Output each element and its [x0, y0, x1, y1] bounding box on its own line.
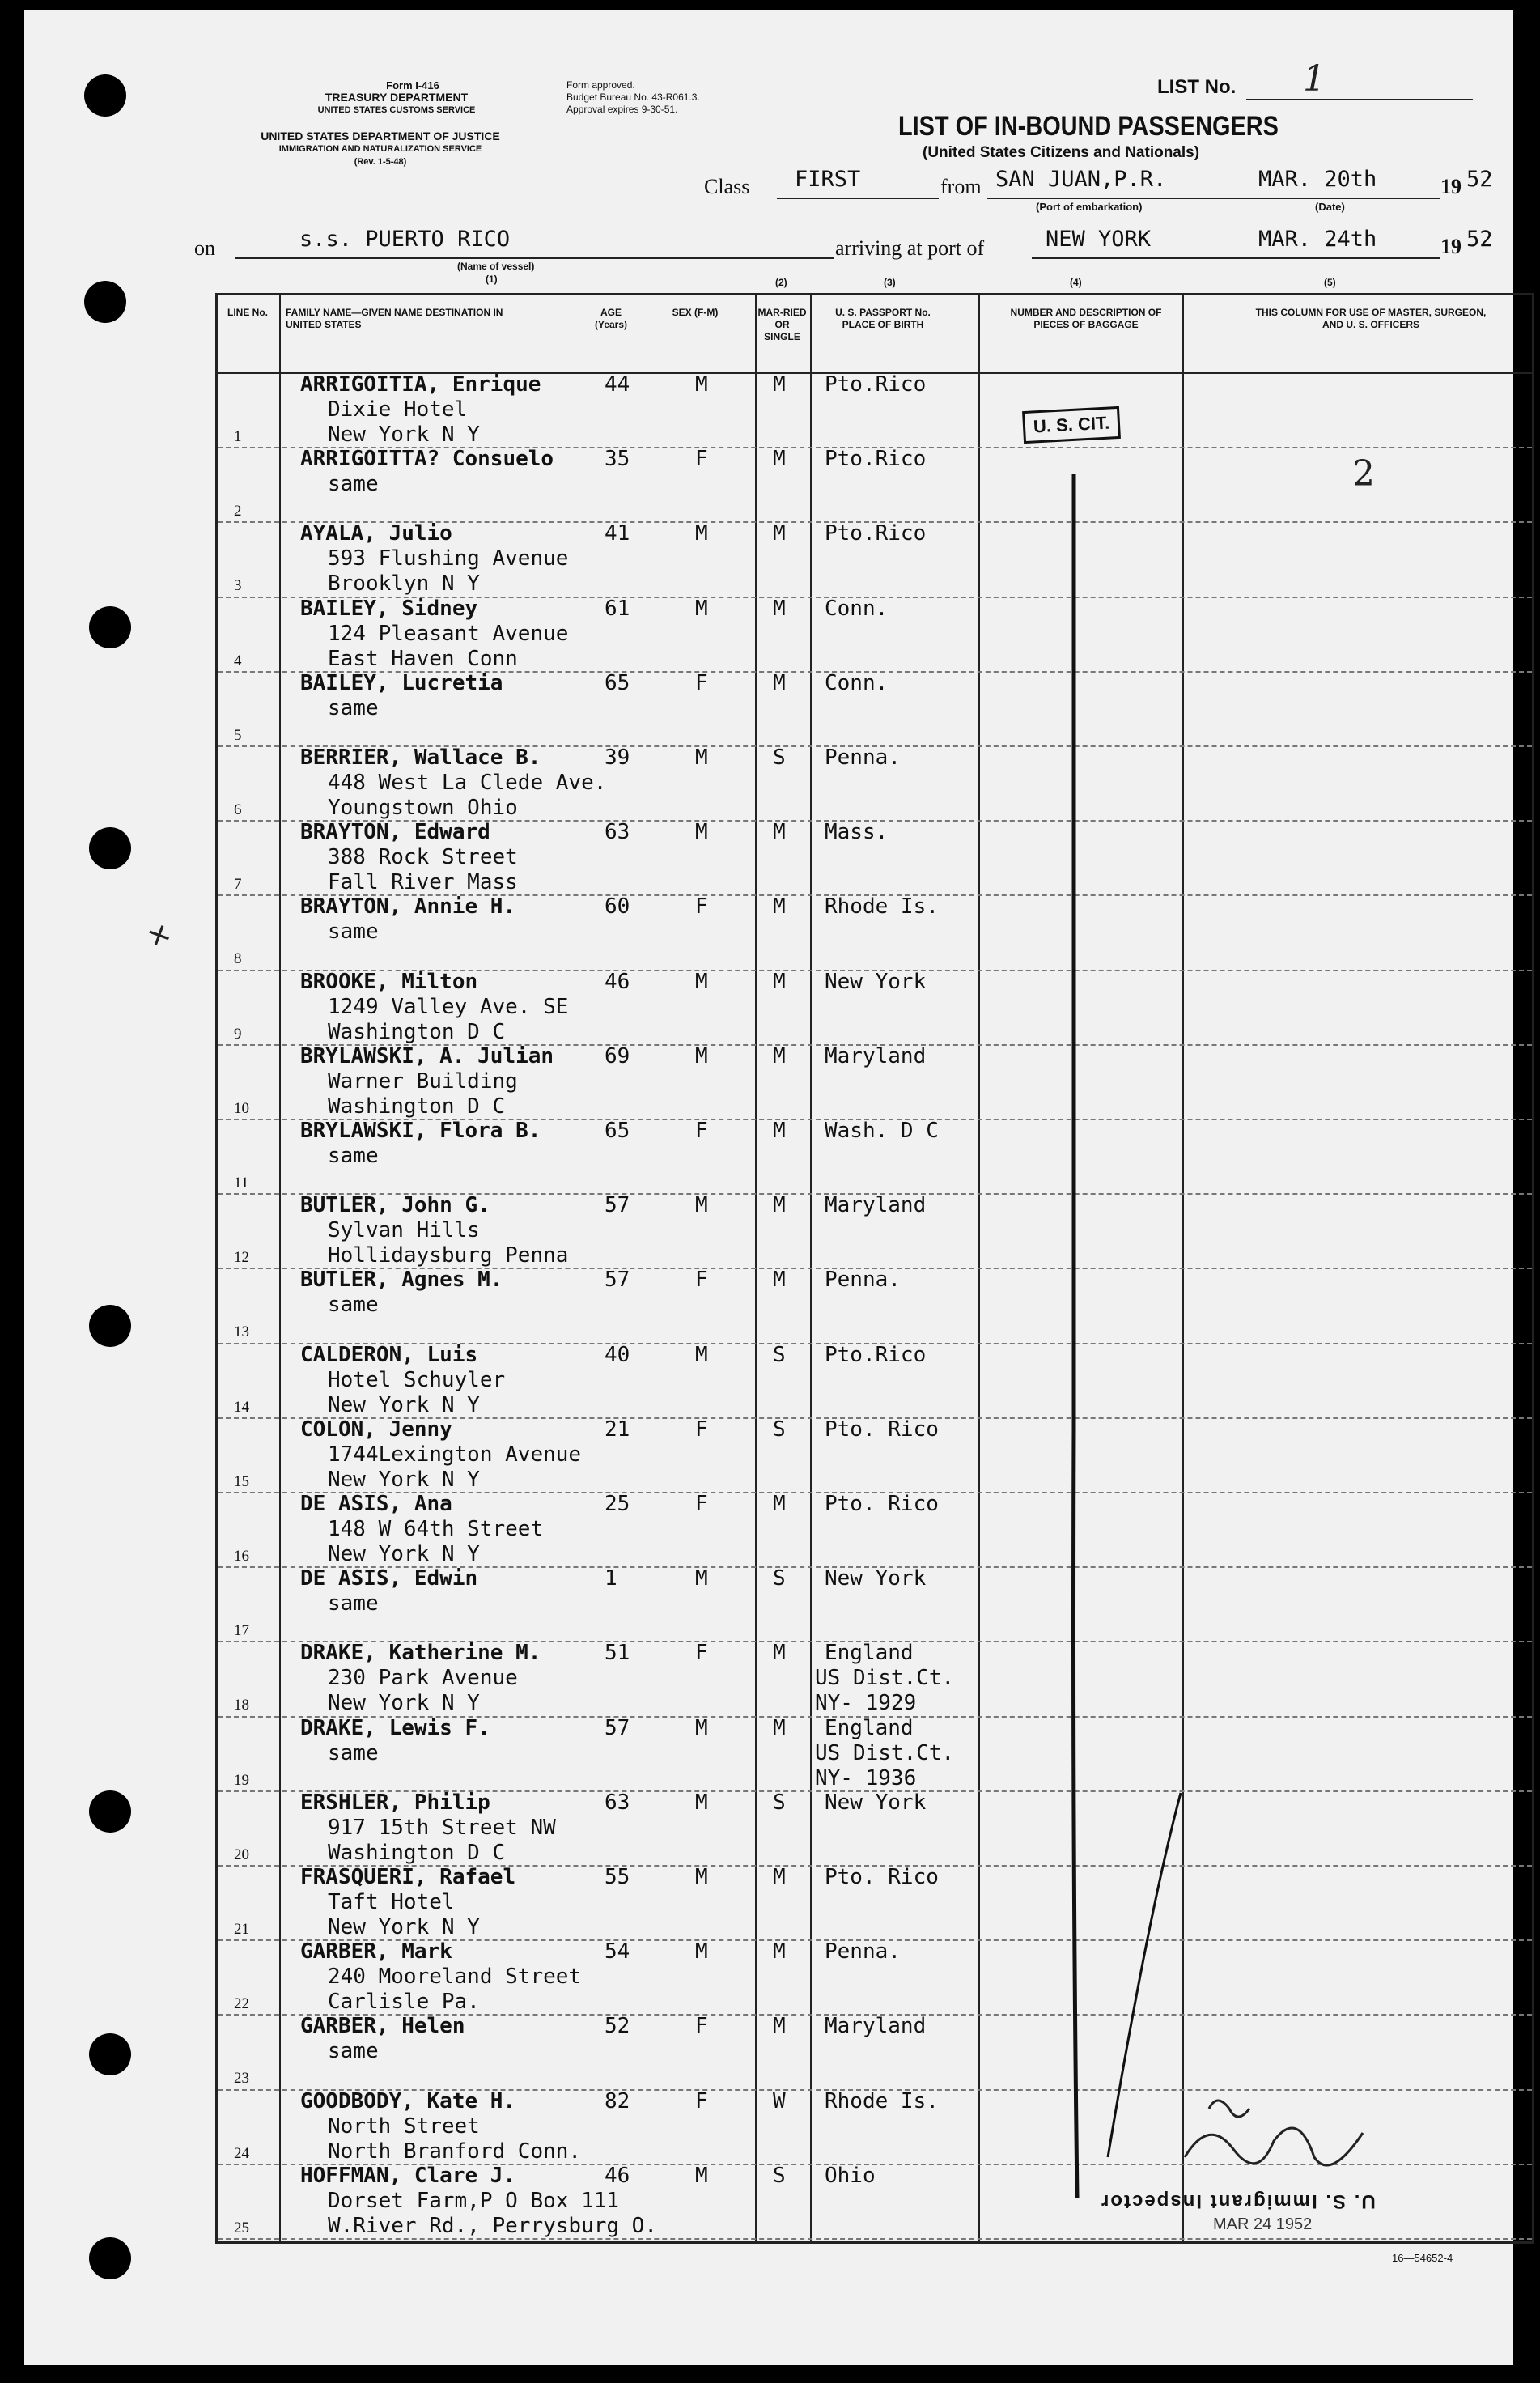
sex: M: [695, 1043, 708, 1068]
birthplace: Rhode Is.: [825, 894, 939, 920]
sex: M: [695, 521, 708, 546]
marital-status: M: [773, 596, 786, 621]
destination-line-1: Warner Building: [328, 1068, 518, 1094]
form-number: Form I-416: [386, 79, 439, 91]
line-number: 4: [234, 652, 242, 669]
destination-line-1: 148 W 64th Street: [328, 1517, 544, 1541]
birthplace: Maryland: [825, 1193, 927, 1218]
destination-line-1: 448 West La Clede Ave.: [328, 771, 607, 795]
birthplace: England: [825, 1715, 914, 1740]
destination-line-2: W.River Rd., Perrysburg O.: [328, 2213, 657, 2238]
header-age: AGE (Years): [594, 307, 628, 330]
passenger-name: ARRIGOITTA? Consuelo: [300, 447, 554, 472]
passenger-name: BRAYTON, Edward: [300, 820, 490, 845]
destination-line-1: 917 15th Street NW: [328, 1815, 556, 1840]
line-number: 13: [234, 1323, 249, 1341]
sex: M: [695, 1790, 708, 1815]
revision: (Rev. 1-5-48): [354, 157, 407, 167]
age: 35: [605, 447, 630, 472]
form-code: 16—54652-4: [1392, 2252, 1453, 2264]
passenger-name: FRASQUERI, Rafael: [300, 1865, 516, 1889]
passenger-name: BUTLER, John G.: [300, 1193, 490, 1218]
destination-line-2: Washington D C: [328, 1094, 506, 1119]
age: 57: [605, 1193, 630, 1218]
age: 51: [605, 1641, 630, 1666]
margin-cross: +: [140, 912, 179, 958]
table-row: [218, 1568, 1532, 1643]
passenger-name: BERRIER, Wallace B.: [300, 745, 541, 770]
sex: F: [695, 2088, 708, 2113]
table-row: [218, 670, 1532, 748]
vessel-label: (Name of vessel): [457, 261, 535, 272]
row-rule: [218, 2238, 1532, 2240]
table-row: [218, 1941, 1532, 2016]
line-number: 24: [234, 2144, 249, 2162]
birthplace: Pto.Rico: [825, 1342, 927, 1367]
inspector-signature: [1177, 2084, 1387, 2198]
birthplace: Pto. Rico: [825, 1417, 939, 1442]
line-number: 7: [234, 876, 242, 894]
birthplace: Maryland: [825, 2014, 927, 2039]
destination-line-1: same: [328, 1293, 379, 1318]
destination-line-1: North Street: [328, 2113, 480, 2139]
sex: M: [695, 1715, 708, 1740]
passenger-name: BAILEY, Lucretia: [300, 670, 503, 695]
customs-service: UNITED STATES CUSTOMS SERVICE: [317, 105, 476, 115]
passenger-name: DRAKE, Lewis F.: [300, 1715, 490, 1740]
marital-status: M: [773, 372, 786, 397]
marital-status: M: [773, 521, 786, 546]
age: 40: [605, 1342, 630, 1367]
marital-status: S: [773, 1417, 786, 1442]
birthplace: Conn.: [825, 596, 889, 621]
department: TREASURY DEPARTMENT: [325, 91, 469, 104]
destination-line-2: Hollidaysburg Penna: [328, 1243, 569, 1268]
table-row: [218, 2016, 1532, 2091]
marital-status: M: [773, 1492, 786, 1516]
line-number: 23: [234, 2070, 249, 2088]
col-number-5: (5): [1324, 277, 1336, 288]
header-baggage: NUMBER AND DESCRIPTION OF PIECES OF BAGGAGE: [1010, 307, 1162, 330]
birthplace: Maryland: [825, 1043, 927, 1068]
passenger-name: GARBER, Mark: [300, 1939, 452, 1965]
destination-line-2: New York N Y: [328, 423, 480, 447]
table-row: [218, 374, 1532, 449]
destination-line-1: 124 Pleasant Avenue: [328, 621, 569, 646]
table-row: [218, 1195, 1532, 1270]
age: 57: [605, 1715, 630, 1740]
class-underline: [777, 198, 939, 199]
marital-status: S: [773, 1790, 786, 1815]
us-citizen-stamp: U. S. CIT.: [1022, 406, 1121, 444]
destination-line-2: Washington D C: [328, 1019, 506, 1044]
sex: M: [695, 1566, 708, 1591]
header-married: MAR-RIED OR SINGLE: [757, 307, 807, 342]
naturalization-year: NY- 1929: [815, 1691, 917, 1716]
birthplace: Pto. Rico: [825, 1492, 939, 1516]
table-row: [218, 1867, 1532, 1942]
destination-line-2: Brooklyn N Y: [328, 571, 480, 597]
sex: F: [695, 1268, 708, 1293]
arriving-label: arriving at port of: [835, 236, 985, 260]
date2-year-prefix: 19: [1440, 235, 1462, 258]
date1-year-prefix: 19: [1440, 175, 1462, 198]
line-number: 19: [234, 1771, 249, 1789]
col-number-3: (3): [884, 277, 896, 288]
passenger-name: CALDERON, Luis: [300, 1342, 478, 1367]
marital-status: M: [773, 1865, 786, 1889]
destination-line-2: New York N Y: [328, 1691, 480, 1716]
line-number: 12: [234, 1249, 249, 1267]
destination-line-1: 593 Flushing Avenue: [328, 546, 569, 571]
line-number: 16: [234, 1548, 249, 1565]
passenger-rows: [218, 374, 1532, 2241]
punch-hole: [84, 281, 126, 323]
passenger-name: ARRIGOITIA, Enrique: [300, 372, 541, 397]
inspector-stamp: U. S. Immigrant Inspector: [1100, 2190, 1376, 2212]
destination-line-1: Sylvan Hills: [328, 1218, 480, 1243]
arrival-port: NEW YORK: [1046, 227, 1152, 252]
age: 63: [605, 1790, 630, 1815]
age: 21: [605, 1417, 630, 1442]
table-row: [218, 448, 1532, 524]
age: 65: [605, 670, 630, 695]
line-number: 15: [234, 1472, 249, 1490]
line-number: 17: [234, 1622, 249, 1640]
sex: M: [695, 969, 708, 994]
vessel-name: s.s. PUERTO RICO: [299, 227, 511, 252]
header-passport: U. S. PASSPORT No. PLACE OF BIRTH: [835, 307, 931, 330]
passenger-name: GARBER, Helen: [300, 2014, 465, 2039]
age: 63: [605, 820, 630, 845]
passenger-table: [215, 293, 1534, 2244]
destination-line-1: 240 Mooreland Street: [328, 1965, 582, 1990]
punch-hole: [89, 2033, 131, 2075]
count-annotation: 2: [1352, 453, 1375, 495]
line-number: 20: [234, 1846, 249, 1863]
passenger-name: GOODBODY, Kate H.: [300, 2088, 516, 2113]
line-number: 18: [234, 1697, 249, 1714]
vessel-underline: [235, 257, 834, 259]
destination-line-2: North Branford Conn.: [328, 2139, 582, 2164]
approval-line-1: Form approved.: [566, 79, 635, 91]
col-number-2: (2): [775, 277, 787, 288]
table-row: [218, 1269, 1532, 1344]
marital-status: M: [773, 2014, 786, 2039]
passenger-name: ERSHLER, Philip: [300, 1790, 490, 1815]
date2-year: 52: [1466, 227, 1493, 252]
passenger-name: BRYLAWSKI, Flora B.: [300, 1119, 541, 1143]
destination-line-2: Washington D C: [328, 1840, 506, 1865]
passenger-name: AYALA, Julio: [300, 521, 452, 546]
passenger-name: BROOKE, Milton: [300, 969, 478, 994]
punch-hole: [84, 74, 126, 117]
birthplace: Mass.: [825, 820, 889, 845]
age: 39: [605, 745, 630, 770]
date-label: (Date): [1315, 201, 1345, 213]
marital-status: M: [773, 1715, 786, 1740]
punch-hole: [89, 1790, 131, 1833]
table-row: [218, 971, 1532, 1047]
destination-line-1: same: [328, 1740, 379, 1765]
age: 82: [605, 2088, 630, 2113]
marital-status: M: [773, 1268, 786, 1293]
destination-line-1: 388 Rock Street: [328, 845, 518, 870]
birthplace: New York: [825, 1790, 927, 1815]
destination-line-2: New York N Y: [328, 1467, 480, 1492]
age: 44: [605, 372, 630, 397]
table-row: [218, 822, 1532, 897]
immigration-service: IMMIGRATION AND NATURALIZATION SERVICE: [278, 144, 482, 154]
table-row: [218, 1715, 1532, 1793]
passenger-name: BRAYTON, Annie H.: [300, 894, 516, 920]
birthplace: England: [825, 1641, 914, 1666]
age: 61: [605, 596, 630, 621]
approval-line-2: Budget Bureau No. 43-R061.3.: [566, 91, 700, 103]
birthplace: Pto. Rico: [825, 1865, 939, 1889]
passenger-name: HOFFMAN, Clare J.: [300, 2163, 516, 2188]
destination-line-2: East Haven Conn: [328, 646, 518, 671]
line-number: 3: [234, 577, 242, 595]
header-name: FAMILY NAME—GIVEN NAME DESTINATION IN UNITED STATES: [286, 307, 503, 330]
line-number: 21: [234, 1921, 249, 1938]
line-number: 2: [234, 503, 242, 520]
age: 46: [605, 969, 630, 994]
line-number: 22: [234, 1995, 249, 2013]
sex: M: [695, 2163, 708, 2188]
class-label: Class: [704, 175, 750, 198]
birthplace: Pto.Rico: [825, 447, 927, 472]
check-line: [1059, 457, 1221, 2198]
passenger-name: DRAKE, Katherine M.: [300, 1641, 541, 1666]
line-number: 25: [234, 2219, 249, 2236]
birthplace: Wash. D C: [825, 1119, 939, 1143]
list-title: LIST OF IN-BOUND PASSENGERS: [898, 111, 1279, 142]
naturalization-court: US Dist.Ct.: [815, 1740, 955, 1765]
marital-status: M: [773, 969, 786, 994]
destination-line-2: Fall River Mass: [328, 870, 518, 895]
punch-hole: [89, 606, 131, 648]
passenger-name: COLON, Jenny: [300, 1417, 452, 1442]
justice-dept: UNITED STATES DEPARTMENT OF JUSTICE: [261, 130, 500, 142]
list-subtitle: (United States Citizens and Nationals): [923, 144, 1200, 161]
sex: F: [695, 670, 708, 695]
passenger-name: BAILEY, Sidney: [300, 596, 478, 621]
from-underline: [987, 198, 1238, 199]
marital-status: M: [773, 820, 786, 845]
destination-line-1: same: [328, 920, 379, 945]
age: 65: [605, 1119, 630, 1143]
marital-status: W: [773, 2088, 786, 2113]
marital-status: M: [773, 894, 786, 920]
birthplace: Rhode Is.: [825, 2088, 939, 2113]
destination-line-2: New York N Y: [328, 1915, 480, 1939]
age: 69: [605, 1043, 630, 1068]
destination-line-2: Carlisle Pa.: [328, 1990, 480, 2015]
embark-label: (Port of embarkation): [1036, 201, 1143, 213]
passenger-name: DE ASIS, Ana: [300, 1492, 452, 1516]
date2-value: MAR. 24th: [1258, 227, 1377, 252]
date1-underline: [1238, 198, 1440, 199]
line-number: 6: [234, 801, 242, 818]
table-row: [218, 1344, 1532, 1420]
header-sex: SEX (F-M): [672, 307, 719, 318]
age: 57: [605, 1268, 630, 1293]
destination-line-1: Taft Hotel: [328, 1890, 455, 1914]
col-number-4: (4): [1070, 277, 1082, 288]
birthplace: Conn.: [825, 670, 889, 695]
marital-status: M: [773, 1193, 786, 1218]
destination-line-2: New York N Y: [328, 1392, 480, 1417]
list-no-value: 1: [1303, 58, 1326, 100]
age: 41: [605, 521, 630, 546]
sex: F: [695, 1119, 708, 1143]
birthplace: New York: [825, 969, 927, 994]
sex: F: [695, 2014, 708, 2039]
age: 46: [605, 2163, 630, 2188]
on-label: on: [194, 236, 215, 260]
birthplace: Penna.: [825, 745, 901, 770]
marital-status: M: [773, 447, 786, 472]
naturalization-court: US Dist.Ct.: [815, 1666, 955, 1691]
destination-line-1: 1744Lexington Avenue: [328, 1442, 582, 1467]
line-number: 14: [234, 1398, 249, 1416]
list-no-label: LIST No.: [1157, 76, 1237, 98]
table-row: [218, 1043, 1532, 1121]
line-number: 10: [234, 1099, 249, 1117]
destination-line-1: same: [328, 472, 379, 497]
age: 55: [605, 1865, 630, 1889]
destination-line-1: same: [328, 1144, 379, 1168]
sex: M: [695, 372, 708, 397]
date1-year: 52: [1466, 167, 1493, 192]
punch-hole: [89, 827, 131, 869]
form-page: [24, 10, 1513, 2365]
table-row: [218, 1792, 1532, 1867]
destination-line-1: Dixie Hotel: [328, 397, 468, 422]
table-row: [218, 523, 1532, 598]
marital-status: S: [773, 2163, 786, 2188]
birthplace: New York: [825, 1566, 927, 1591]
inspector-date: MAR 24 1952: [1213, 2215, 1313, 2233]
marital-status: S: [773, 1566, 786, 1591]
sex: M: [695, 820, 708, 845]
table-row: [218, 1642, 1532, 1718]
table-row: [218, 598, 1532, 673]
age: 60: [605, 894, 630, 920]
age: 25: [605, 1492, 630, 1516]
birthplace: Ohio: [825, 2163, 876, 2188]
punch-hole: [89, 1305, 131, 1347]
passenger-name: BRYLAWSKI, A. Julian: [300, 1043, 554, 1068]
destination-line-1: 1249 Valley Ave. SE: [328, 994, 569, 1019]
destination-line-1: same: [328, 1591, 379, 1616]
destination-line-1: 230 Park Avenue: [328, 1666, 518, 1691]
table-row: [218, 1120, 1532, 1196]
destination-line-1: Dorset Farm,P O Box 111: [328, 2188, 620, 2213]
passenger-name: BUTLER, Agnes M.: [300, 1268, 503, 1293]
birthplace: Pto.Rico: [825, 372, 927, 397]
birthplace: Pto.Rico: [825, 521, 927, 546]
destination-line-2: Youngstown Ohio: [328, 796, 518, 820]
age: 52: [605, 2014, 630, 2039]
header-line-no: LINE No.: [227, 307, 268, 318]
marital-status: M: [773, 1939, 786, 1965]
marital-status: M: [773, 1119, 786, 1143]
passenger-name: DE ASIS, Edwin: [300, 1566, 478, 1591]
punch-hole: [89, 2237, 131, 2279]
line-number: 11: [234, 1175, 249, 1192]
naturalization-year: NY- 1936: [815, 1765, 917, 1790]
table-row: [218, 1493, 1532, 1569]
from-value: SAN JUAN,P.R.: [995, 167, 1167, 192]
from-label: from: [940, 175, 982, 198]
date2-underline: [1250, 257, 1440, 259]
table-row: [218, 896, 1532, 971]
marital-status: M: [773, 670, 786, 695]
marital-status: S: [773, 745, 786, 770]
sex: M: [695, 1865, 708, 1889]
sex: F: [695, 894, 708, 920]
birthplace: Penna.: [825, 1939, 901, 1965]
age: 54: [605, 1939, 630, 1965]
sex: M: [695, 745, 708, 770]
age: 1: [605, 1566, 617, 1591]
sex: F: [695, 1492, 708, 1516]
sex: F: [695, 447, 708, 472]
line-number: 9: [234, 1025, 242, 1043]
sex: M: [695, 1342, 708, 1367]
sex: M: [695, 1939, 708, 1965]
birthplace: Penna.: [825, 1268, 901, 1293]
line-number: 1: [234, 428, 242, 445]
destination-line-2: New York N Y: [328, 1542, 480, 1566]
date1-value: MAR. 20th: [1258, 167, 1377, 192]
list-no-underline: [1246, 99, 1473, 100]
vessel-col-number: (1): [486, 274, 498, 285]
table-row: [218, 747, 1532, 822]
port-underline: [1032, 257, 1250, 259]
approval-line-3: Approval expires 9-30-51.: [566, 104, 678, 115]
destination-line-1: Hotel Schuyler: [328, 1367, 506, 1392]
destination-line-1: same: [328, 2039, 379, 2064]
sex: F: [695, 1641, 708, 1666]
marital-status: S: [773, 1342, 786, 1367]
sex: F: [695, 1417, 708, 1442]
class-value: FIRST: [795, 167, 861, 192]
line-number: 8: [234, 950, 242, 968]
sex: M: [695, 596, 708, 621]
marital-status: M: [773, 1641, 786, 1666]
marital-status: M: [773, 1043, 786, 1068]
header-officers: THIS COLUMN FOR USE OF MASTER, SURGEON, AND U. S. OFFICERS: [1255, 307, 1487, 330]
line-number: 5: [234, 726, 242, 744]
table-row: [218, 1419, 1532, 1494]
sex: M: [695, 1193, 708, 1218]
destination-line-1: same: [328, 695, 379, 720]
